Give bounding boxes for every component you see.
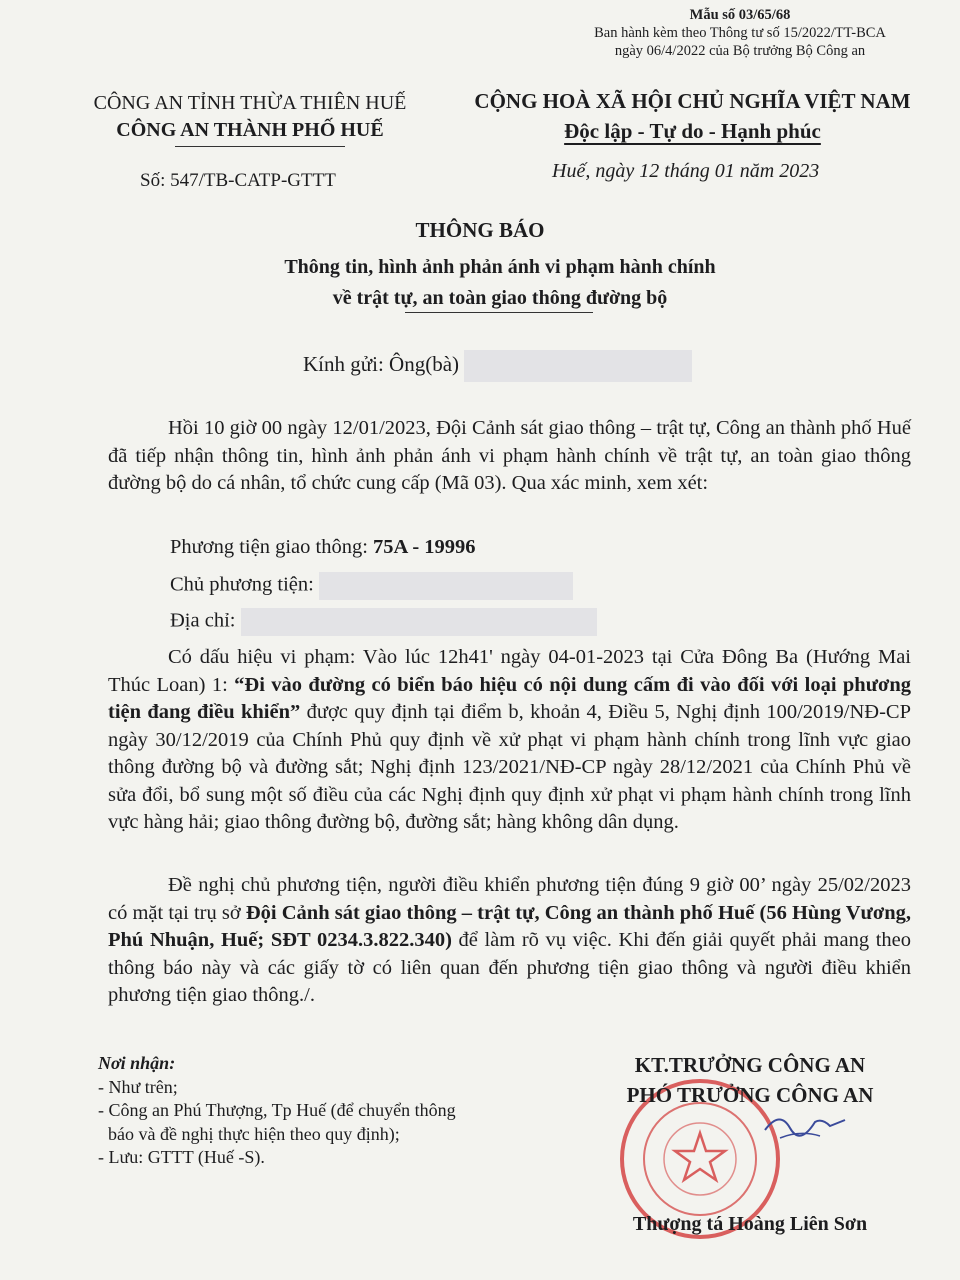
violation-intro: Có dấu hiệu vi phạm: Vào lúc 12h41' ngày 04-01-2023 tại Cửa Đông Ba (Hướng Mai Thúc Loan) 1: (108, 646, 911, 696)
subtitle-underline (405, 312, 593, 313)
recipients-block (98, 1052, 456, 1170)
recipients-item-3: - Lưu: GTTT (Huế -S). (98, 1147, 265, 1167)
issuer-unit: CÔNG AN THÀNH PHỐ HUẾ (116, 119, 384, 141)
issuer-header (60, 90, 440, 144)
handwritten-signature (760, 1100, 850, 1150)
request-instructions: để làm rõ vụ việc. Khi đến giải quyết phải mang theo thông báo này và các giấy tờ có liên quan đến phương tiện giao thông và người điều khiển phương tiện giao thông./. (108, 929, 911, 1006)
signature-title-1: KT.TRƯỞNG CÔNG AN (634, 1053, 866, 1077)
recipients-heading: Nơi nhận: (98, 1053, 176, 1073)
request-location: Đội Cảnh sát giao thông – trật tự, Công an thành phố Huế (56 Hùng Vương, Phú Nhuận, Huế; SĐT 0234.3.822.340) (108, 901, 911, 951)
form-code: Mẫu số 03/65/68 (689, 7, 791, 23)
signature-title-2: PHÓ TRƯỞNG CÔNG AN (626, 1083, 874, 1107)
document-title: THÔNG BÁO (415, 218, 545, 242)
nation-name: CỘNG HOÀ XÃ HỘI CHỦ NGHĨA VIỆT NAM (474, 89, 911, 113)
document-subtitle (100, 252, 900, 314)
intro-paragraph: Hồi 10 giờ 00 ngày 12/01/2023, Đội Cảnh sát giao thông – trật tự, Công an thành phố Huế đã tiếp nhận thông tin, hình ảnh phản ánh vi phạm hành chính về trật tự, an toàn giao thông đường bộ do cá nhân, tổ chức cung cấp (Mã 03). Qua xác minh, xem xét: (108, 417, 911, 494)
address-label: Địa chỉ: (170, 609, 241, 632)
issuer-underline (175, 146, 345, 147)
violation-paragraph (108, 644, 911, 837)
nation-header (440, 86, 945, 146)
form-issued-date-line: ngày 06/4/2022 của Bộ trưởng Bộ Công an (614, 43, 866, 59)
place-date: Huế, ngày 12 tháng 01 năm 2023 (552, 160, 820, 182)
recipients-item-1: - Như trên; (98, 1076, 178, 1097)
request-intro: Đề nghị chủ phương tiện, người điều khiển phương tiện đúng 9 giờ 00’ ngày 25/02/2023 có mặt tại trụ sở (108, 874, 911, 924)
address-redaction (241, 608, 597, 636)
owner-redaction (319, 572, 573, 600)
recipients-item-2: - Công an Phú Thượng, Tp Huế (để chuyển thông (98, 1100, 456, 1120)
violation-description: “Đi vào đường có biển báo hiệu có nội dung cấm đi vào đối với loại phương tiện đang điều khiển” (108, 673, 912, 723)
vehicle-line (170, 536, 476, 559)
subtitle-line-1: Thông tin, hình ảnh phản ánh vi phạm hành chính (284, 256, 716, 278)
vehicle-plate: 75A - 19996 (373, 536, 476, 558)
recipient-redaction (464, 350, 692, 382)
form-issued-line: Ban hành kèm theo Thông tư số 15/2022/TT-BCA (594, 25, 886, 41)
address-line (170, 608, 597, 636)
owner-label: Chủ phương tiện: (170, 573, 319, 596)
owner-line (170, 572, 573, 600)
request-paragraph (108, 872, 911, 1010)
recipient-label: Kính gửi: Ông(bà) (303, 351, 460, 376)
signer-name: Thượng tá Hoàng Liên Sơn (632, 1213, 868, 1235)
nation-motto: Độc lập - Tự do - Hạnh phúc (564, 119, 821, 143)
issuer-parent: CÔNG AN TỈNH THỪA THIÊN HUẾ (93, 92, 407, 114)
subtitle-line-2: về trật tự, an toàn giao thông đường bộ (332, 287, 668, 309)
form-reference (560, 6, 920, 60)
violation-legal-basis: được quy định tại điểm b, khoản 4, Điều 5, Nghị định 100/2019/NĐ-CP ngày 30/12/2019 của Chính Phủ quy định về xử phạt vi phạm hành chính trong lĩnh vực giao thông đường bộ và đường sắt; Nghị định 123/2021/NĐ-CP ngày 28/12/2021 của Chính Phủ về sửa đổi, bổ sung một số điều của các Nghị định quy định xử phạt vi phạm hành chính trong lĩnh vực hàng hải; giao thông đường bộ, đường sắt; hàng không dân dụng. (108, 701, 911, 833)
recipients-item-2-cont: báo và đề nghị thực hiện theo quy định); (108, 1123, 400, 1144)
recipient-line (303, 350, 692, 382)
document-number: Số: 547/TB-CATP-GTTT (140, 170, 336, 191)
vehicle-label: Phương tiện giao thông: (170, 536, 374, 558)
signature-block (560, 1050, 940, 1110)
